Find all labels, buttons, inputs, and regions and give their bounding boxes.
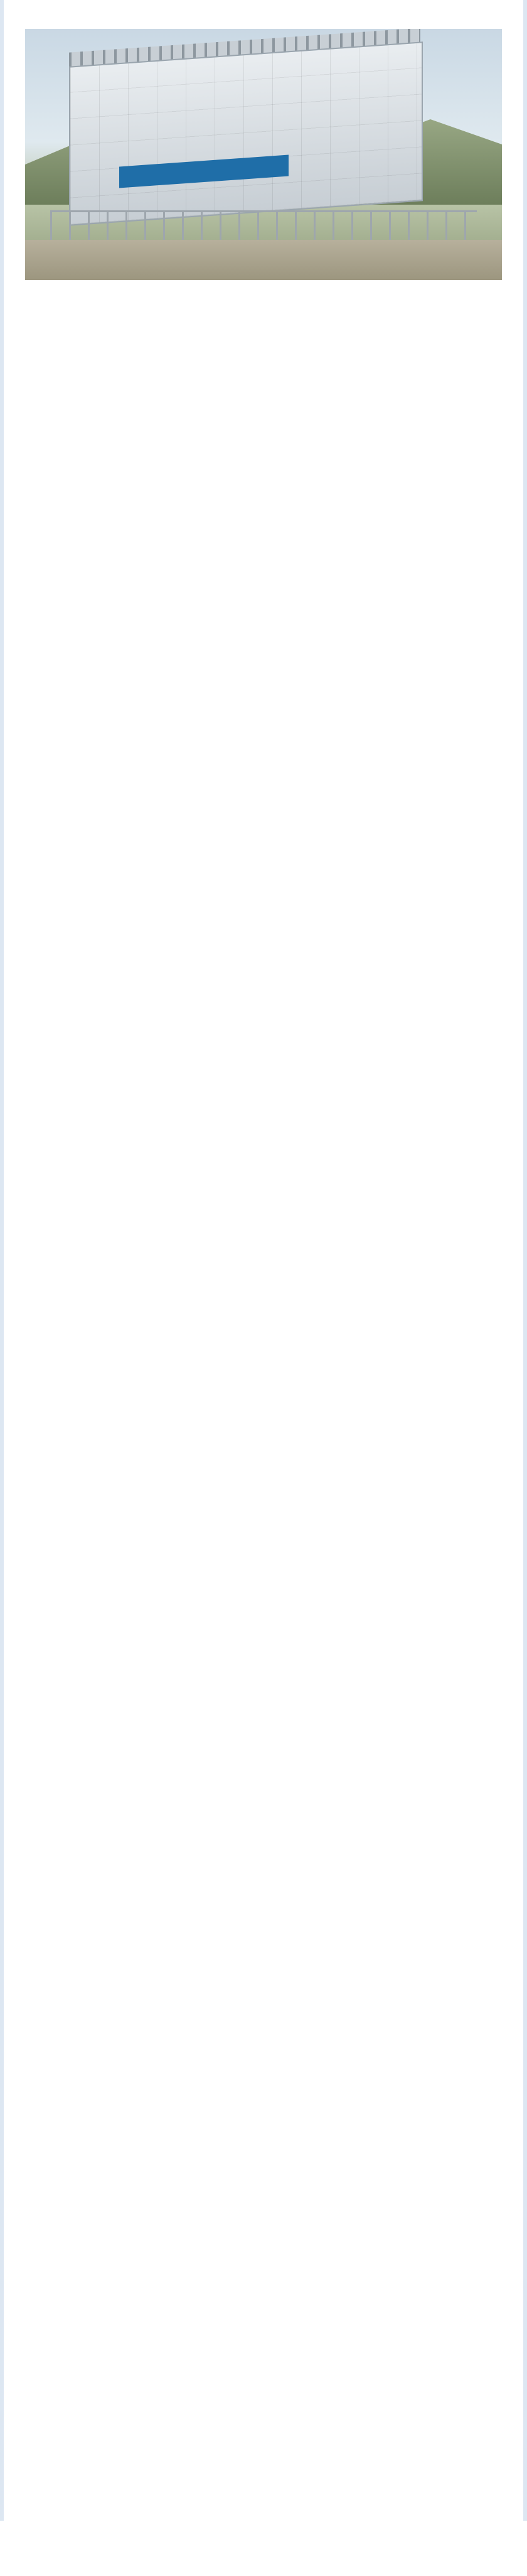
water-plant-photo <box>25 29 502 280</box>
fence <box>50 210 477 240</box>
article-source <box>0 2521 527 2540</box>
water-tank <box>69 41 423 225</box>
ground <box>25 240 502 280</box>
